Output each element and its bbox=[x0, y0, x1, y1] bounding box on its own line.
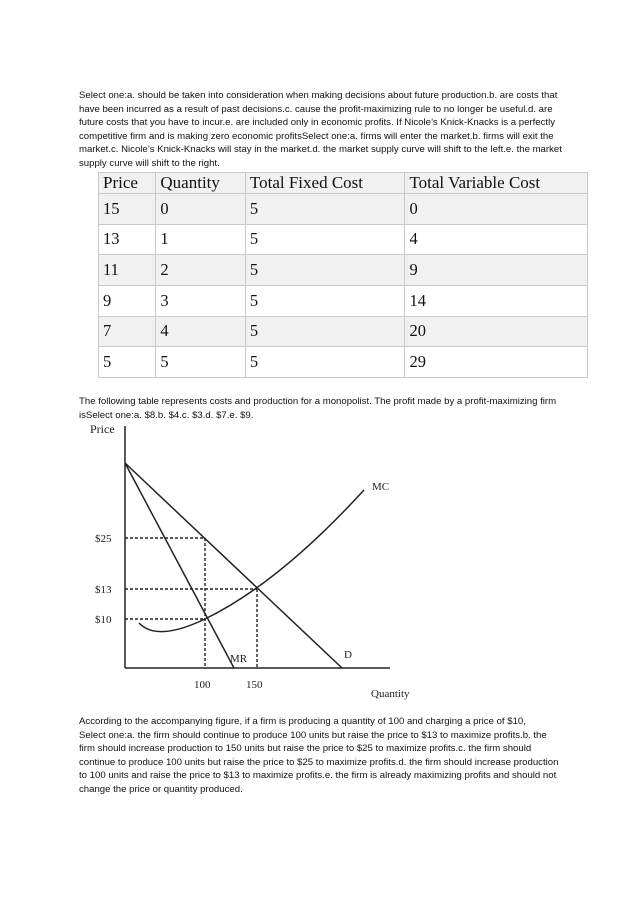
price-tick-25: $25 bbox=[95, 533, 112, 545]
question-1-text: Select one:a. should be taken into consideration when making decisions about future production.b. are costs that have been incurred as a result of past decisions.c. cause the profit-maximizing rule to no longer be useful.d. are future costs that you have to incur.e. are included only in economic profits. If Nicole’s Knick-Knacks is a perfectly competitive firm and is making zero economic profitsSelect one:a. firms will enter the market.b. firms will exit the market.c. Nicole’s Knick-Knacks will stay in the market.d. the market supply curve will shift to the left.e. the market supply curve will shift to the right. bbox=[79, 90, 562, 169]
monopoly-figure bbox=[79, 418, 429, 708]
cost-table-header-row bbox=[99, 173, 588, 194]
cell-price: 15 bbox=[99, 194, 156, 225]
cell-total-variable-cost: 20 bbox=[405, 316, 588, 347]
cell-total-variable-cost: 29 bbox=[405, 347, 588, 378]
cost-table-container bbox=[98, 172, 588, 378]
header-total-variable-cost: Total Variable Cost bbox=[405, 173, 588, 194]
quantity-tick-150: 150 bbox=[246, 679, 263, 691]
cell-total-variable-cost: 0 bbox=[405, 194, 588, 225]
marginal-cost-curve bbox=[139, 490, 364, 632]
cost-table bbox=[98, 172, 588, 378]
table-row bbox=[99, 285, 588, 316]
cell-quantity: 3 bbox=[156, 285, 246, 316]
mr-label: MR bbox=[230, 653, 248, 665]
table-row bbox=[99, 347, 588, 378]
cell-quantity: 1 bbox=[156, 224, 246, 255]
cell-quantity: 0 bbox=[156, 194, 246, 225]
cell-price: 9 bbox=[99, 285, 156, 316]
demand-curve bbox=[125, 463, 342, 668]
mc-label: MC bbox=[372, 481, 390, 493]
cell-total-variable-cost: 9 bbox=[405, 255, 588, 286]
cell-quantity: 2 bbox=[156, 255, 246, 286]
cell-price: 11 bbox=[99, 255, 156, 286]
question-2-text: The following table represents costs and production for a monopolist. The profit made by a profit-maximizing firm isSelect one:a. $8.b. $4.c. $3.d. $7.e. $9. bbox=[79, 396, 557, 421]
marginal-revenue-curve bbox=[125, 463, 234, 668]
price-tick-13: $13 bbox=[95, 584, 112, 596]
cell-price: 7 bbox=[99, 316, 156, 347]
cell-price: 5 bbox=[99, 347, 156, 378]
header-quantity: Quantity bbox=[156, 173, 246, 194]
quantity-tick-100: 100 bbox=[194, 679, 211, 691]
cell-total-fixed-cost: 5 bbox=[245, 224, 405, 255]
table-row bbox=[99, 194, 588, 225]
cell-price: 13 bbox=[99, 224, 156, 255]
header-total-fixed-cost: Total Fixed Cost bbox=[245, 173, 405, 194]
table-row bbox=[99, 224, 588, 255]
cell-total-fixed-cost: 5 bbox=[245, 347, 405, 378]
cell-total-fixed-cost: 5 bbox=[245, 316, 405, 347]
header-price: Price bbox=[99, 173, 156, 194]
question-3-block bbox=[79, 715, 564, 796]
question-3-options: Select one:a. the firm should continue to produce 100 units but raise the price to $13 to maximize profits.b. the firm should increase production to 150 units but raise the price to $25 to maximize profits.c. the firm should continue to produce 100 units but raise the price to $25 to maximize profits.d. the firm should increase production to 100 units and raise the price to $13 to maximize profits.e. the firm is already maximizing profits and should not change the price or quantity produced. bbox=[79, 729, 559, 795]
question-3-prompt: According to the accompanying figure, if a firm is producing a quantity of 100 and charging a price of $10, bbox=[79, 716, 526, 727]
cell-quantity: 5 bbox=[156, 347, 246, 378]
d-label: D bbox=[344, 649, 352, 661]
table-row bbox=[99, 316, 588, 347]
cell-total-fixed-cost: 5 bbox=[245, 194, 405, 225]
price-tick-10: $10 bbox=[95, 614, 112, 626]
cell-total-fixed-cost: 5 bbox=[245, 285, 405, 316]
cell-total-variable-cost: 4 bbox=[405, 224, 588, 255]
table-row bbox=[99, 255, 588, 286]
cell-quantity: 4 bbox=[156, 316, 246, 347]
cell-total-variable-cost: 14 bbox=[405, 285, 588, 316]
x-axis-label: Quantity bbox=[371, 688, 410, 700]
cell-total-fixed-cost: 5 bbox=[245, 255, 405, 286]
y-axis-label: Price bbox=[90, 422, 115, 436]
